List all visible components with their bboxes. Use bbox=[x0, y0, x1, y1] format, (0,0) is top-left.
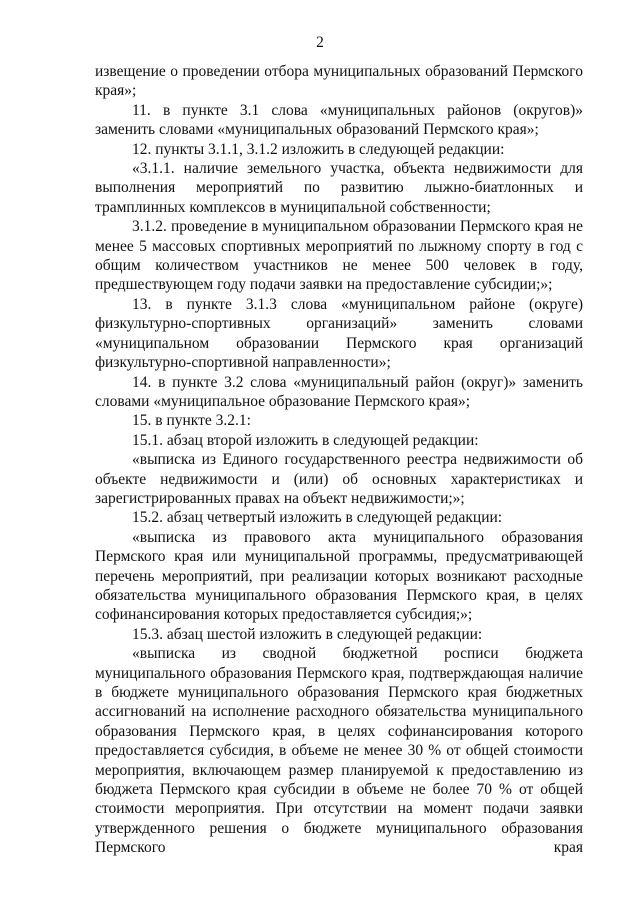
paragraph-item-13: 13. в пункте 3.1.3 слова «муниципальном районе (округе) физкультурно-спортивных организаций» заменить словами «муниципальном образовании Пермского края организаций физкультурно-спортивной направленности»; bbox=[95, 295, 583, 372]
paragraph-quote-15-2: «выписка из правового акта муниципального образования Пермского края или муниципальной программы, предусматривающей перечень мероприятий, при реализации которых возникают расходные обязательства муниципального образования Пермского края, в целях софинансирования которых предоставляется субсидия;»; bbox=[95, 528, 583, 624]
paragraph-item-15: 15. в пункте 3.2.1: bbox=[132, 412, 251, 430]
paragraph-item-12: 12. пункты 3.1.1, 3.1.2 изложить в следующей редакции: bbox=[132, 140, 505, 158]
document-body bbox=[95, 62, 583, 858]
paragraph-item-15-3: 15.3. абзац шестой изложить в следующей редакции: bbox=[132, 625, 483, 643]
paragraph-clause-3-1-1: «3.1.1. наличие земельного участка, объекта недвижимости для выполнения мероприятий по развитию лыжно-биатлонных и трамплинных комплексов в муниципальной собственности; bbox=[95, 160, 583, 216]
paragraph-item-14: 14. в пункте 3.2 слова «муниципальный район (округ)» заменить словами «муниципальное образование Пермского края»; bbox=[95, 373, 583, 410]
paragraph-quote-15-1: «выписка из Единого государственного реестра недвижимости об объекте недвижимости и (или) об основных характеристиках и зарегистрированных правах на объект недвижимости;»; bbox=[95, 451, 583, 507]
paragraph-item-15-1: 15.1. абзац второй изложить в следующей редакции: bbox=[132, 431, 479, 449]
page-number: 2 bbox=[316, 34, 324, 51]
paragraph-item-15-2: 15.2. абзац четвертый изложить в следующей редакции: bbox=[132, 509, 503, 527]
paragraph-quote-15-3: «выписка из сводной бюджетной росписи бюджета муниципального образования Пермского края, подтверждающая наличие в бюджете муниципального образования Пермского края бюджетных ассигнований на исполнение расходного обязательства муниципального образования Пермского края, в целях софинансирования которого предоставляется субсидия, в объеме не менее 30 % от общей стоимости мероприятия, включающем размер планируемой к предоставлению из бюджета Пермского края субсидии в объеме не более 70 % от общей стоимости мероприятия. При отсутствии на момент подачи заявки утвержденного решения о бюджете муниципального образования Пермского края bbox=[95, 645, 583, 857]
paragraph-clause-3-1-2: 3.1.2. проведение в муниципальном образовании Пермского края не менее 5 массовых спортивных мероприятий по лыжному спорту в год с общим количеством участников не менее 500 человек в году, предшествующем году подачи заявки на предоставление субсидии;»; bbox=[95, 218, 583, 294]
paragraph-1: извещение о проведении отбора муниципальных образований Пермского края»; bbox=[95, 63, 583, 100]
paragraph-item-11: 11. в пункте 3.1 слова «муниципальных районов (округов)» заменить словами «муниципальных образований Пермского края»; bbox=[95, 101, 583, 139]
